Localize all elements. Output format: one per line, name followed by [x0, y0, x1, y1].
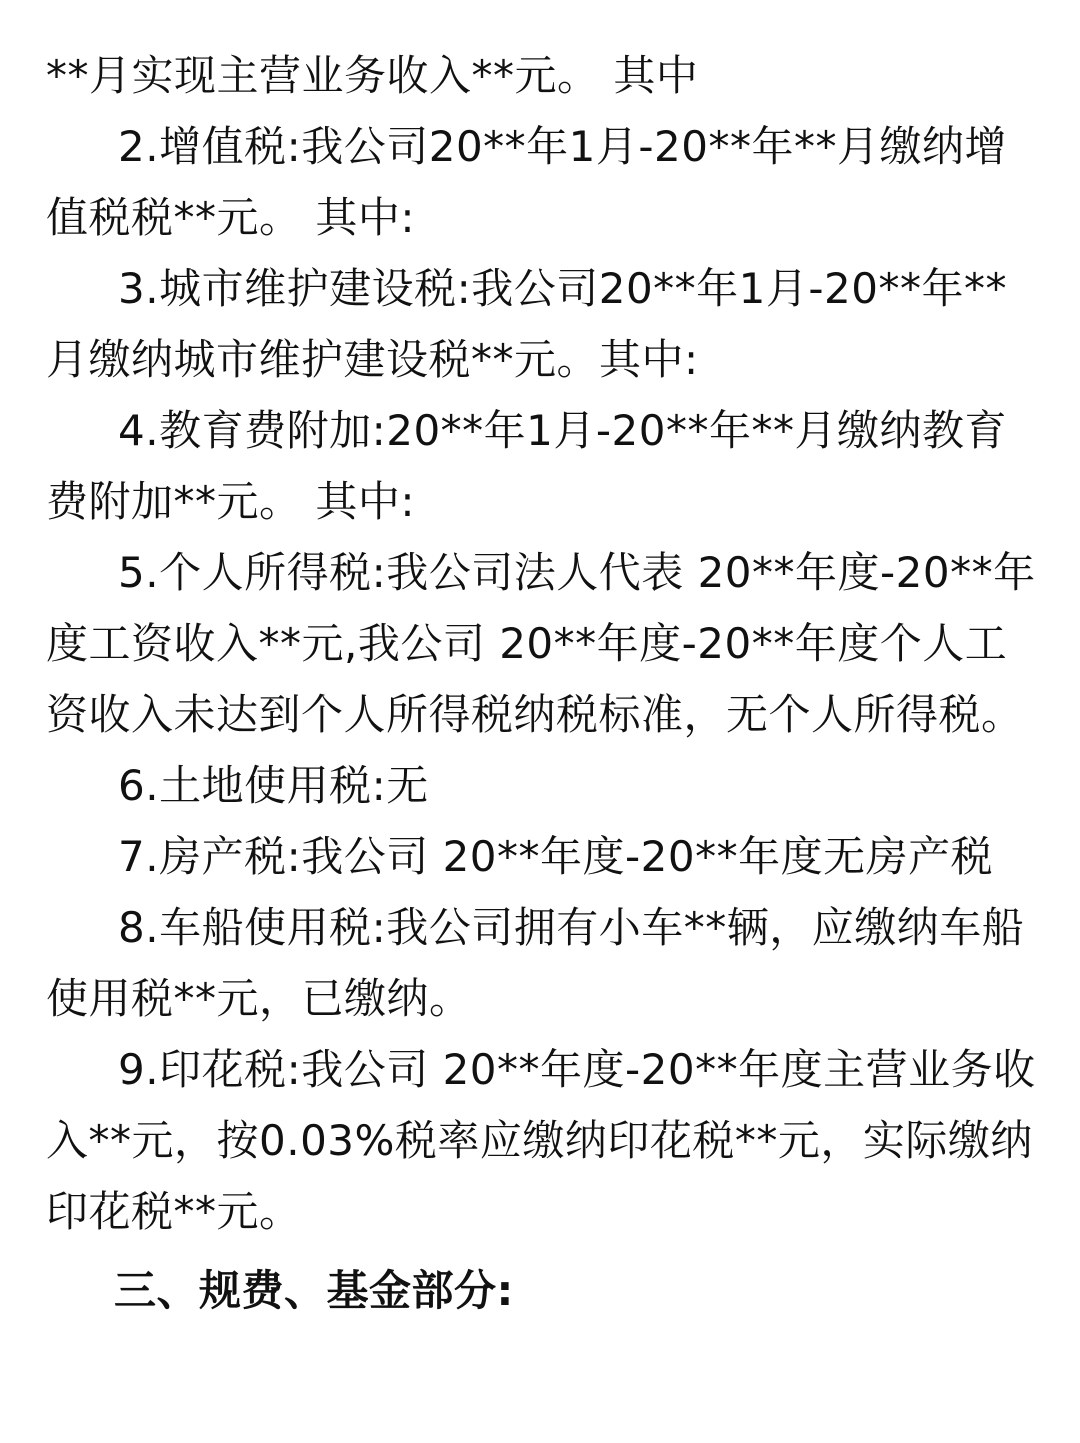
paragraph-personal-income-tax: 5.个人所得税:我公司法人代表 20**年度-20**年度工资收入**元,我公司 20**年度-20**年度个人工资收入未达到个人所得税纳税标准，无个人所得税。 [46, 548, 1036, 739]
paragraph-property-tax: 7.房产税:我公司 20**年度-20**年度无房产税 [118, 832, 994, 881]
paragraph-vehicle-vessel-tax: 8.车船使用税:我公司拥有小车**辆，应缴纳车船使用税**元，已缴纳。 [46, 903, 1025, 1023]
section-heading-fees-funds: 三、规费、基金部分: [114, 1266, 514, 1315]
document-body [46, 40, 1036, 1326]
paragraph-stamp-tax: 9.印花税:我公司 20**年度-20**年度主营业务收入**元，按0.03%税率应缴纳印花税**元，实际缴纳印花税**元。 [46, 1045, 1036, 1236]
paragraph-urban-construction-tax: 3.城市维护建设税:我公司20**年1月-20**年**月缴纳城市维护建设税**元。其中: [46, 264, 1007, 384]
paragraph-land-use-tax: 6.土地使用税:无 [118, 761, 429, 810]
paragraph-revenue-continuation: **月实现主营业务收入**元。 其中 [46, 51, 699, 100]
paragraph-vat: 2.增值税:我公司20**年1月-20**年**月缴纳增值税税**元。 其中: [46, 122, 1007, 242]
paragraph-education-surcharge: 4.教育费附加:20**年1月-20**年**月缴纳教育费附加**元。 其中: [46, 406, 1007, 526]
